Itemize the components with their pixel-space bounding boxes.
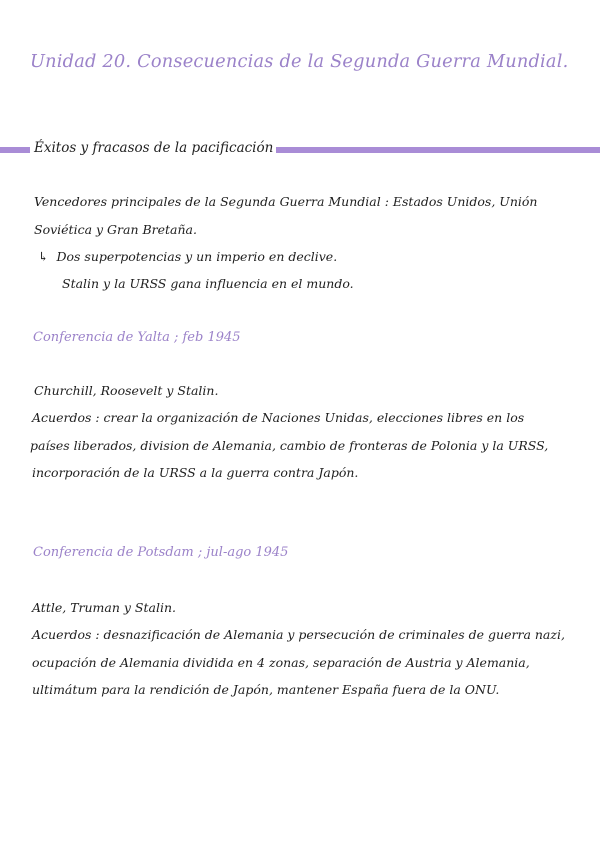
yalta-participants: Churchill, Roosevelt y Stalin. bbox=[34, 383, 219, 398]
yalta-agreements-1: Acuerdos : crear la organización de Naciones Unidas, elecciones libres en los bbox=[32, 410, 525, 425]
section-heading: Éxitos y fracasos de la pacificación bbox=[34, 140, 274, 156]
potsdam-participants: Attle, Truman y Stalin. bbox=[32, 600, 176, 615]
intro-line-2: Soviética y Gran Bretaña. bbox=[34, 222, 197, 237]
intro-line-3-text: Dos superpotencias y un imperio en declive. bbox=[56, 249, 338, 264]
section-divider-left bbox=[0, 147, 30, 153]
potsdam-agreements-3: ultimátum para la rendición de Japón, mantener España fuera de la ONU. bbox=[32, 682, 500, 697]
yalta-agreements-2: países liberados, division de Alemania, cambio de fronteras de Polonia y la URSS, bbox=[30, 438, 549, 453]
section-divider-right bbox=[276, 147, 600, 153]
potsdam-heading: Conferencia de Potsdam ; jul-ago 1945 bbox=[33, 545, 289, 560]
potsdam-agreements-2: ocupación de Alemania dividida en 4 zonas, separación de Austria y Alemania, bbox=[32, 655, 530, 670]
intro-line-1: Vencedores principales de la Segunda Guerra Mundial : Estados Unidos, Unión bbox=[34, 194, 538, 209]
page-title: Unidad 20. Consecuencias de la Segunda Guerra Mundial. bbox=[30, 52, 569, 72]
intro-line-4: Stalin y la URSS gana influencia en el mundo. bbox=[62, 276, 354, 291]
yalta-heading: Conferencia de Yalta ; feb 1945 bbox=[33, 330, 241, 345]
arrow-icon: ↳ bbox=[38, 249, 49, 264]
yalta-agreements-3: incorporación de la URSS a la guerra contra Japón. bbox=[32, 465, 359, 480]
potsdam-agreements-1: Acuerdos : desnazificación de Alemania y persecución de criminales de guerra nazi, bbox=[32, 627, 565, 642]
intro-line-3 bbox=[38, 249, 337, 264]
